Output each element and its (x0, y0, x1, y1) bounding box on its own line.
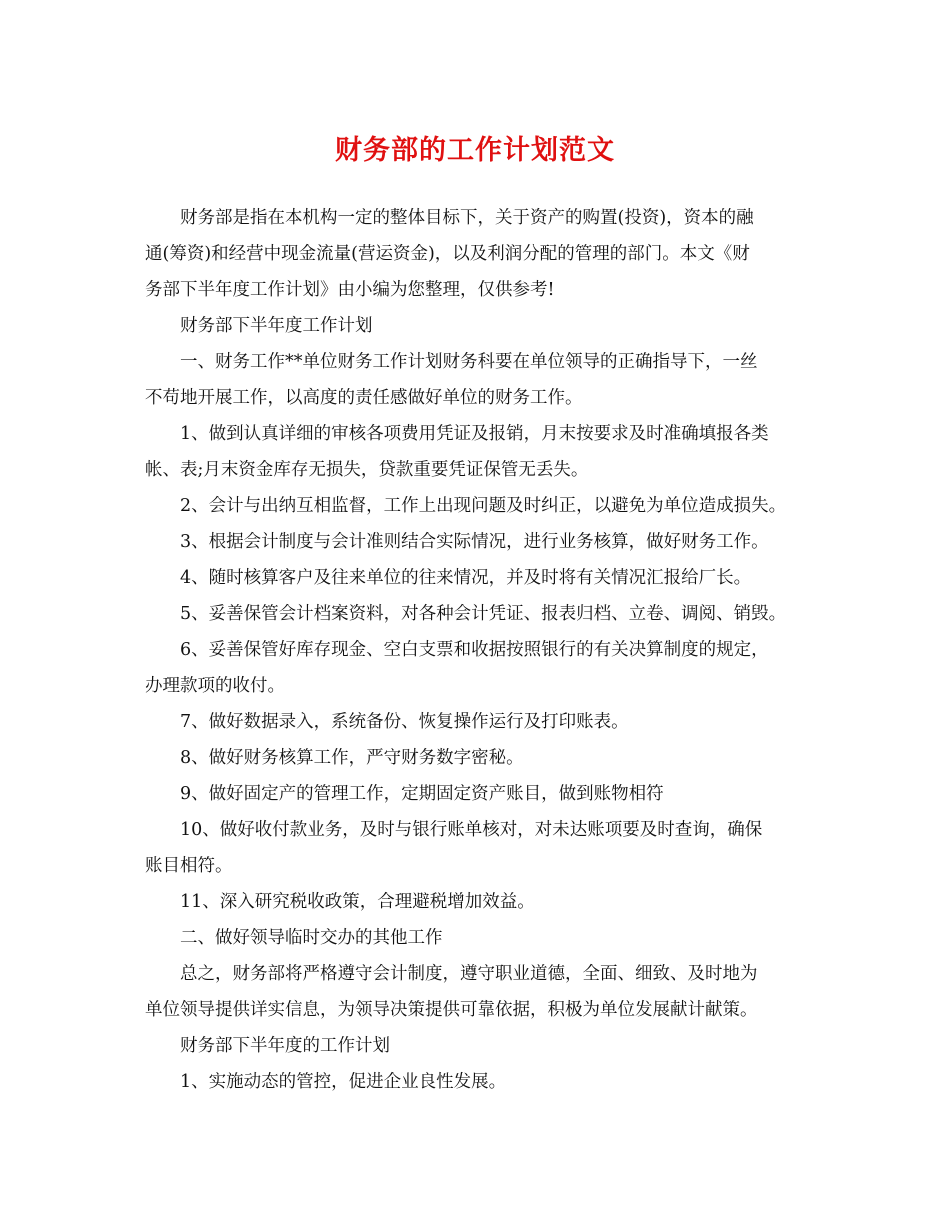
text-line: 办理款项的收付。 (145, 676, 285, 696)
text-line: 一、财务工作**单位财务工作计划财务科要在单位领导的正确指导下，一丝 (180, 352, 758, 372)
text-line: 不苟地开展工作，以高度的责任感做好单位的财务工作。 (145, 388, 583, 408)
text-line: 11、深入研究税收政策，合理避税增加效益。 (180, 892, 535, 912)
text-line: 6、妥善保管好库存现金、空白支票和收据按照银行的有关决算制度的规定， (180, 640, 769, 660)
text-line: 财务部下半年度工作计划 (180, 316, 373, 336)
document-body (145, 200, 825, 1100)
text-line: 二、做好领导临时交办的其他工作 (180, 928, 443, 948)
text-line: 9、做好固定产的管理工作，定期固定资产账目，做到账物相符 (180, 784, 664, 804)
text-line: 帐、表;月末资金库存无损失，贷款重要凭证保管无丢失。 (145, 460, 589, 480)
text-line: 7、做好数据录入，系统备份、恢复操作运行及打印账表。 (180, 712, 629, 732)
text-line: 4、随时核算客户及往来单位的往来情况，并及时将有关情况汇报给厂长。 (180, 568, 752, 588)
text-line: 1、实施动态的管控，促进企业良性发展。 (180, 1072, 507, 1092)
text-line: 10、做好收付款业务，及时与银行账单核对，对未达账项要及时查询，确保 (180, 820, 763, 840)
text-line: 单位领导提供详实信息，为领导决策提供可靠依据，积极为单位发展献计献策。 (145, 1000, 758, 1020)
text-line: 8、做好财务核算工作，严守财务数字密秘。 (180, 748, 524, 768)
text-line: 2、会计与出纳互相监督，工作上出现问题及时纠正，以避免为单位造成损失。 (180, 496, 787, 516)
text-line: 财务部下半年度的工作计划 (180, 1036, 390, 1056)
text-line: 通(筹资)和经营中现金流量(营运资金)，以及利润分配的管理的部门。本文《财 (145, 244, 750, 264)
text-line: 1、做到认真详细的审核各项费用凭证及报销，月末按要求及时准确填报各类 (180, 424, 769, 444)
text-line: 5、妥善保管会计档案资料，对各种会计凭证、报表归档、立卷、调阅、销毁。 (180, 604, 787, 624)
text-line: 财务部是指在本机构一定的整体目标下，关于资产的购置(投资)，资本的融 (180, 208, 754, 228)
text-line: 3、根据会计制度与会计准则结合实际情况，进行业务核算，做好财务工作。 (180, 532, 769, 552)
text-line: 账目相符。 (145, 856, 233, 876)
text-line: 总之，财务部将严格遵守会计制度，遵守职业道德，全面、细致、及时地为 (180, 964, 758, 984)
document-title: 财务部的工作计划范文 (335, 135, 615, 166)
text-line: 务部下半年度工作计划》由小编为您整理，仅供参考! (145, 280, 555, 300)
